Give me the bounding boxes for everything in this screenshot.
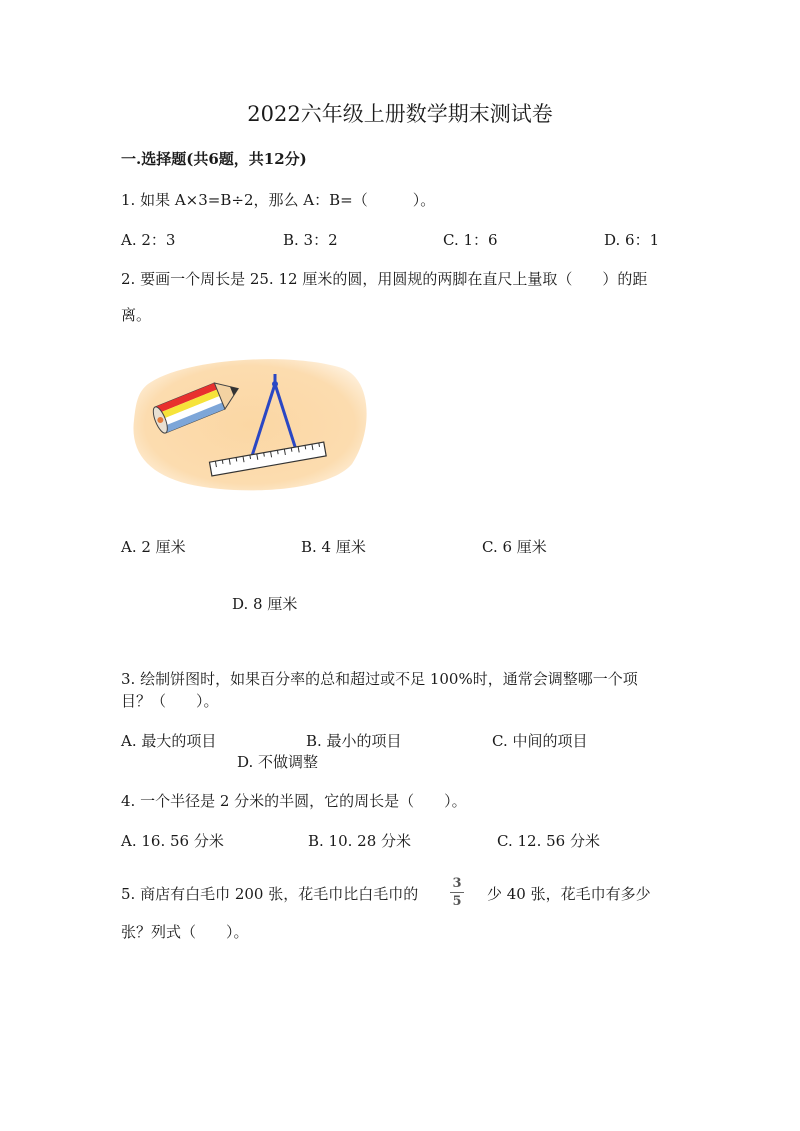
q4-option-a[interactable]: A. 16. 56 分米 bbox=[121, 832, 224, 850]
q1-option-a[interactable]: A. 2：3 bbox=[121, 231, 176, 249]
q2-option-b[interactable]: B. 4 厘米 bbox=[301, 538, 366, 556]
q2-option-d[interactable]: D. 8 厘米 bbox=[232, 595, 298, 613]
q3-option-c[interactable]: C. 中间的项目 bbox=[492, 732, 588, 750]
q1-option-d[interactable]: D. 6：1 bbox=[604, 231, 660, 249]
question-4-text: 4. 一个半径是 2 分米的半圆，它的周长是（ ）。 bbox=[121, 792, 467, 810]
q4-option-c[interactable]: C. 12. 56 分米 bbox=[497, 832, 600, 850]
question-2-text-cont: 离。 bbox=[121, 306, 152, 324]
section-heading: 一.选择题(共6题，共12分) bbox=[121, 150, 307, 168]
q3-option-a[interactable]: A. 最大的项目 bbox=[121, 732, 217, 750]
q1-option-b[interactable]: B. 3：2 bbox=[283, 231, 338, 249]
question-5-text-b: 少 40 张，花毛巾有多少 bbox=[487, 885, 651, 903]
q4-option-b[interactable]: B. 10. 28 分米 bbox=[308, 832, 412, 850]
question-3-text-cont: 目？（ ）。 bbox=[121, 692, 219, 710]
q2-option-a[interactable]: A. 2 厘米 bbox=[121, 538, 186, 556]
page-title: 2022六年级上册数学期末测试卷 bbox=[247, 102, 553, 126]
question-5-text-cont: 张？列式（ ）。 bbox=[121, 923, 249, 941]
question-2-text: 2. 要画一个周长是 25. 12 厘米的圆，用圆规的两脚在直尺上量取（ ）的距 bbox=[121, 270, 648, 288]
fraction-numerator: 3 bbox=[452, 876, 462, 891]
question-5-text: 5. 商店有白毛巾 200 张，花毛巾比白毛巾的 bbox=[121, 885, 419, 903]
question-3-text: 3. 绘制饼图时，如果百分率的总和超过或不足 100%时，通常会调整哪一个项 bbox=[121, 670, 638, 688]
fraction-three-fifths bbox=[448, 876, 466, 909]
fraction-bar bbox=[450, 892, 464, 893]
q3-option-d[interactable]: D. 不做调整 bbox=[237, 753, 319, 771]
question-1-text: 1. 如果 A×3=B÷2，那么 A：B=（ ）。 bbox=[121, 191, 436, 209]
q2-option-c[interactable]: C. 6 厘米 bbox=[482, 538, 547, 556]
fraction-denominator: 5 bbox=[452, 894, 462, 909]
compass-ruler-pencil-illustration bbox=[130, 356, 370, 496]
q3-option-b[interactable]: B. 最小的项目 bbox=[306, 732, 402, 750]
q1-option-c[interactable]: C. 1：6 bbox=[443, 231, 498, 249]
